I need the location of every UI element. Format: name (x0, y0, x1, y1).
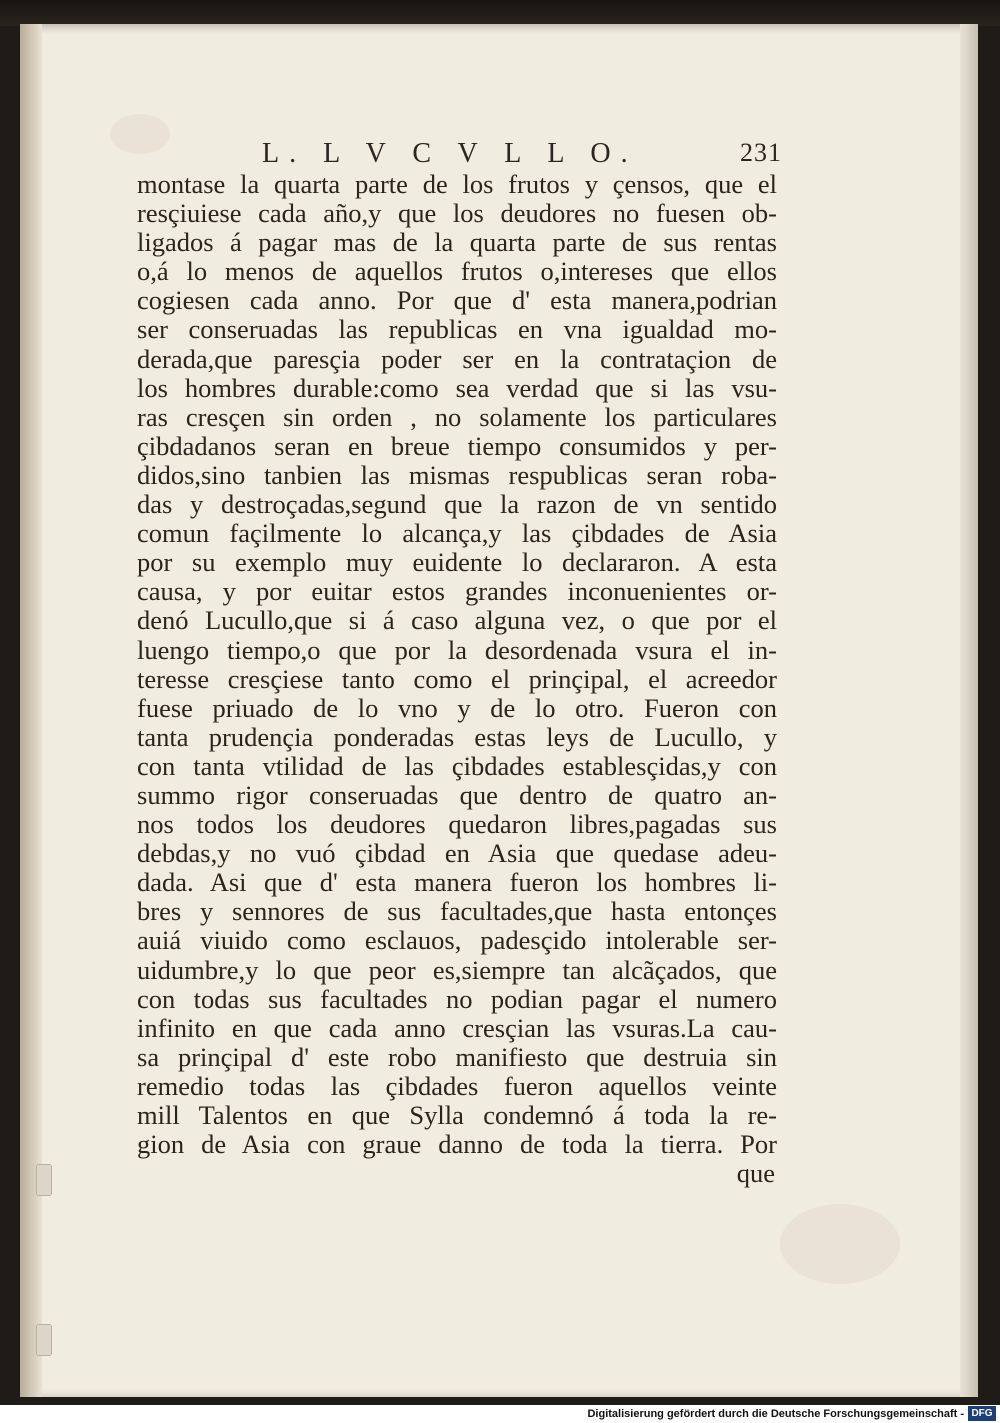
text-line: didos,sino tanbien las mismas respublicas seran roba- (137, 459, 777, 490)
text-line: denó Lucullo,que si á caso alguna vez, o que por el (137, 605, 777, 636)
text-line: por su exemplo muy euidente lo declararon. A esta (137, 547, 777, 578)
paper-stain (780, 1204, 900, 1284)
text-line: montase la quarta parte de los frutos y çensos, que el (137, 169, 777, 199)
text-line: resçiuiese cada año,y que los deudores no fuesen ob- (137, 198, 777, 229)
binding-thread (36, 1164, 52, 1196)
paper-stain (110, 114, 170, 154)
text-line: con todas sus facultades no podian pagar el numero (137, 983, 777, 1014)
text-line: con tanta vtilidad de las çibdades establesçidas,y con (137, 750, 777, 781)
page-fore-edge (960, 24, 978, 1397)
text-line: debdas,y no vuó çibdad en Asia que quedase adeu- (137, 838, 777, 869)
text-line: tanta prudençia ponderadas estas leys de Lucullo, y (137, 721, 777, 752)
text-line: ras cresçen sin orden , no solamente los particulares (137, 401, 777, 432)
scan-top-border (0, 0, 1000, 26)
funding-notice: Digitalisierung gefördert durch die Deutsche Forschungsgemeinschaft - (587, 1408, 964, 1420)
text-line: los hombres durable:como sea verdad que si las vsu- (137, 372, 777, 403)
text-line: nos todos los deudores quedaron libres,pagadas sus (137, 809, 777, 840)
page-number: 231 (740, 138, 782, 167)
text-line: comun façilmente lo alcança,y las çibdades de Asia (137, 518, 777, 549)
text-line: das y destroçadas,segund que la razon de vn sentido (137, 489, 777, 520)
catchword: que (736, 1158, 775, 1189)
text-line: o,á lo menos de aquellos frutos o,intereses que ellos (137, 256, 777, 287)
text-line: remedio todas las çibdades fueron aquellos veinte (137, 1070, 777, 1101)
text-line: bres y sennores de sus facultades,que hasta entonçes (137, 896, 777, 927)
text-line: ser conseruadas las republicas en vna igualdad mo- (137, 314, 777, 345)
text-line: mill Talentos en que Sylla condemnó á toda la re- (137, 1100, 777, 1130)
text-line: summo rigor conseruadas que dentro de quatro an- (137, 779, 777, 810)
text-line: gion de Asia con graue danno de toda la tierra. Por (137, 1129, 777, 1160)
dfg-logo: DFG (968, 1406, 996, 1421)
text-line: derada,que paresçia poder ser en la contrataçion de (137, 343, 777, 374)
text-line: çibdadanos seran en breue tiempo consumidos y per- (137, 430, 777, 461)
text-line: cogiesen cada anno. Por que d' esta manera,podrian (137, 285, 777, 316)
binding-thread (36, 1324, 52, 1356)
text-line: uidumbre,y lo que peor es,siempre tan alcãçados, que (137, 954, 777, 985)
body-text (137, 170, 777, 1188)
running-title: L. L V C V L L O. (262, 138, 638, 169)
text-line: ligados á pagar mas de la quarta parte de sus rentas (137, 227, 777, 258)
text-line: causa, y por euitar estos grandes inconuenientes or- (137, 576, 777, 607)
text-line: fuese priuado de lo vno y de lo otro. Fueron con (137, 692, 777, 723)
running-head (262, 138, 782, 172)
text-line: auiá viuido como esclauos, padesçido intolerable ser- (137, 925, 777, 956)
text-line: sa prinçipal d' este robo manifiesto que destruia sin (137, 1041, 777, 1072)
text-line: luengo tiempo,o que por la desordenada vsura el in- (137, 634, 777, 665)
text-line: dada. Asi que d' esta manera fueron los hombres li- (137, 867, 777, 898)
text-line: teresse cresçiese tanto como el prinçipal, el acreedor (137, 663, 777, 694)
text-line: infinito en que cada anno cresçian las vsuras.La cau- (137, 1012, 777, 1043)
